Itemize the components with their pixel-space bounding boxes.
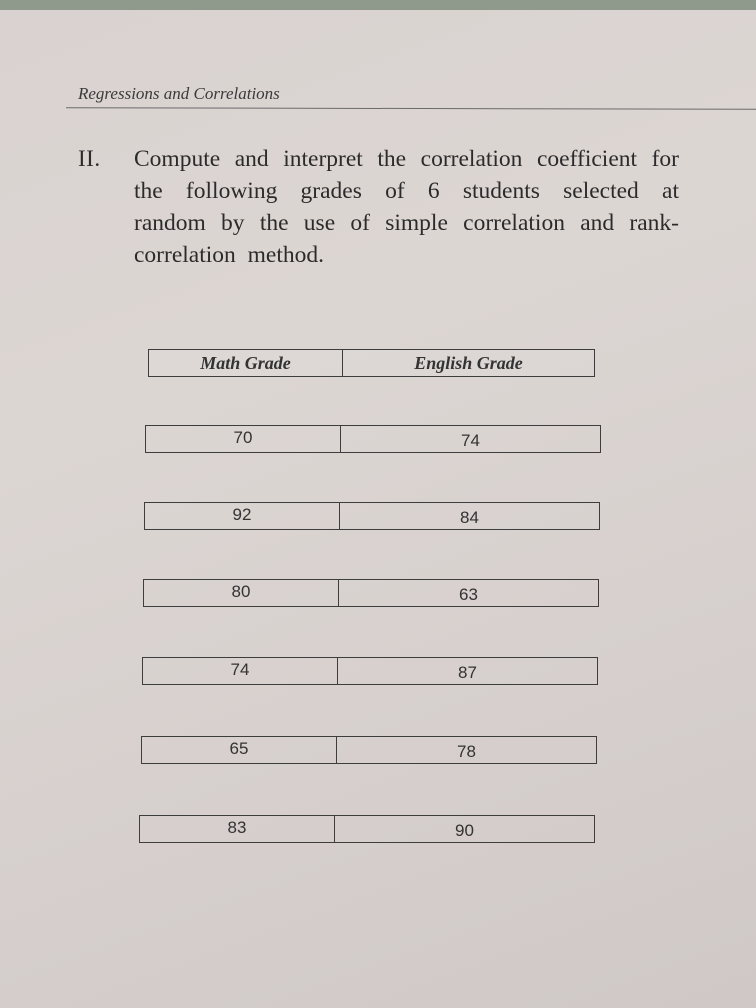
column-header-math: Math Grade <box>149 350 343 376</box>
table-row <box>144 502 600 530</box>
english-grade-cell: 63 <box>459 585 478 604</box>
header-rule <box>66 107 756 109</box>
table-row <box>145 425 601 453</box>
problem-number: II. <box>78 146 101 171</box>
column-header-english: English Grade <box>414 352 523 373</box>
table-row <box>143 579 599 607</box>
english-grade-cell: 90 <box>455 821 474 840</box>
table-row <box>141 736 597 764</box>
page-top-edge <box>0 0 756 10</box>
math-grade-cell: 83 <box>140 816 335 842</box>
table-row <box>142 657 598 685</box>
math-grade-cell: 80 <box>144 580 339 606</box>
problem-text: Compute and interpret the correlation coefficient for the following grades of 6 students selected at random by the use of simple correlation and rank-correlation method. <box>134 146 679 268</box>
math-grade-cell: 92 <box>145 503 340 529</box>
math-grade-cell: 70 <box>146 426 341 452</box>
english-grade-cell: 78 <box>457 742 476 761</box>
english-grade-cell: 87 <box>458 663 477 682</box>
table-header-row <box>148 349 595 377</box>
running-header: Regressions and Correlations <box>78 84 280 103</box>
english-grade-cell: 74 <box>461 431 480 450</box>
math-grade-cell: 65 <box>142 737 337 763</box>
math-grade-cell: 74 <box>143 658 338 684</box>
english-grade-cell: 84 <box>460 508 479 527</box>
table-row <box>139 815 595 843</box>
